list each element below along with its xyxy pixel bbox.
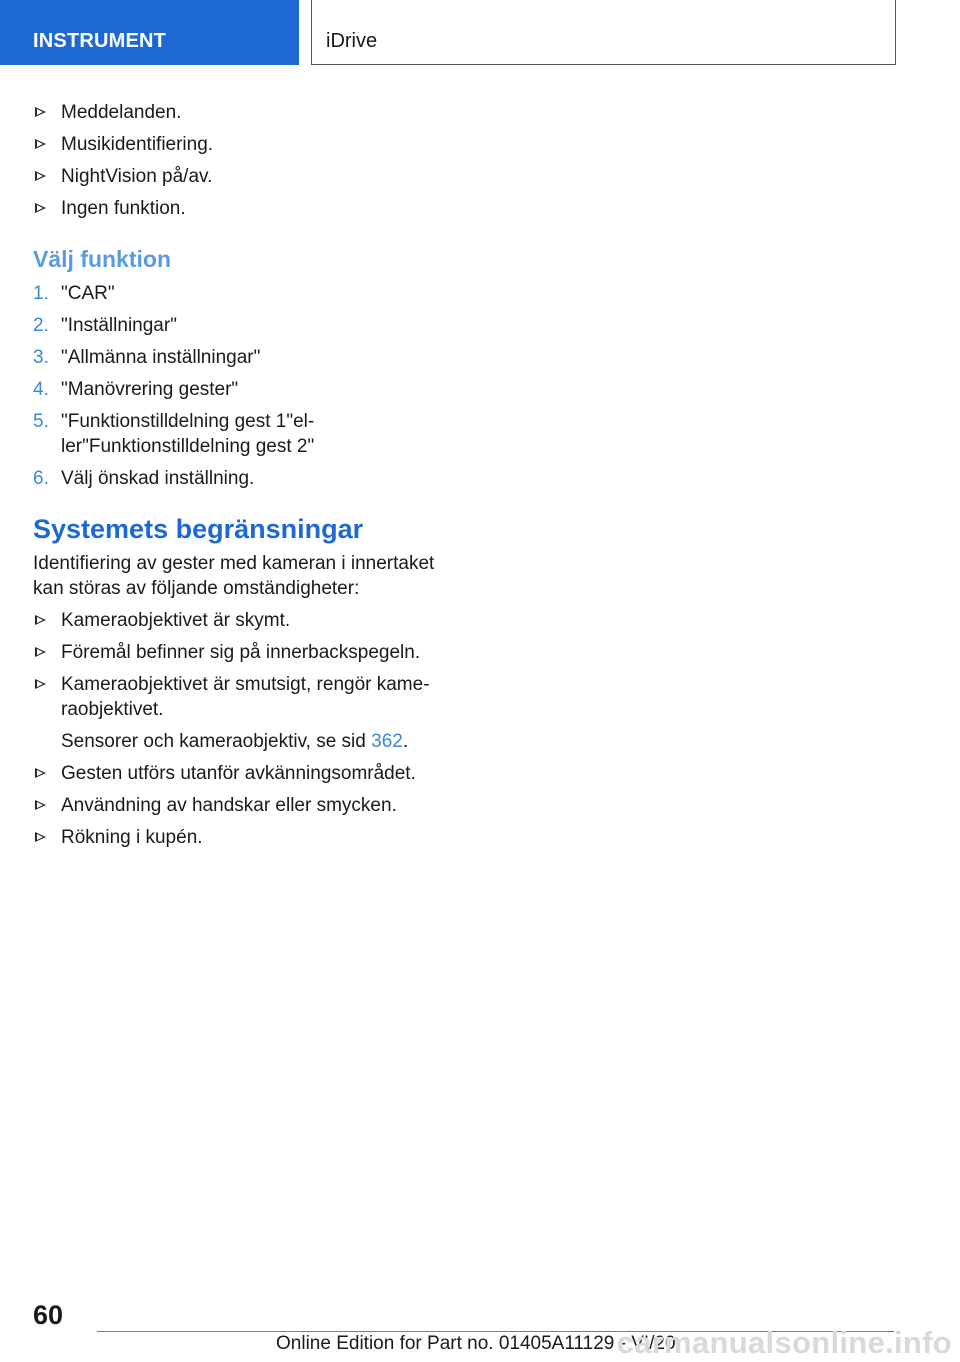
watermark: carmanualsonline.info	[616, 1325, 952, 1360]
step-item: 1. "CAR"	[33, 283, 115, 304]
step-item: 4. "Manövrering gester"	[33, 379, 239, 400]
chapter-title: iDrive	[326, 30, 378, 52]
triangle-bullet-icon	[35, 107, 46, 117]
limits-intro: Identifiering av gester med kameran i innertaket kan störas av följande omständigheter:	[33, 553, 435, 599]
list-item: NightVision på/av.	[33, 164, 453, 189]
step-number: 6.	[33, 468, 49, 489]
bullet-list-limits-cont	[33, 761, 453, 850]
triangle-bullet-icon	[35, 139, 46, 149]
step-number: 1.	[33, 283, 49, 304]
section-title: INSTRUMENT	[33, 30, 167, 52]
list-item: Kameraobjektivet är smutsigt, rengör kame‐ raobjektivet.	[33, 672, 441, 722]
step-item: 6. Välj önskad inställning.	[33, 468, 255, 489]
list-item: Rökning i kupén.	[33, 825, 453, 850]
chapter-header	[311, 0, 896, 65]
triangle-bullet-icon	[35, 647, 46, 657]
footer-edition: Online Edition for Part no. 01405A11129 - VI/20	[276, 1333, 676, 1354]
triangle-bullet-icon	[35, 800, 46, 810]
triangle-bullet-icon	[35, 171, 46, 181]
list-item: Föremål befinner sig på innerbackspegeln.	[33, 640, 453, 665]
heading-system-limits: Systemets begränsningar	[33, 514, 364, 544]
section-tab	[0, 0, 299, 65]
triangle-bullet-icon	[35, 615, 46, 625]
step-item: 2. "Inställningar"	[33, 315, 177, 336]
heading-select-function: Välj funktion	[33, 246, 171, 272]
page-number: 60	[33, 1300, 64, 1330]
page-content	[33, 100, 453, 857]
triangle-bullet-icon	[35, 203, 46, 213]
bullet-list-top	[33, 100, 453, 221]
triangle-bullet-icon	[35, 768, 46, 778]
step-number: 4.	[33, 379, 49, 400]
list-item: Ingen funktion.	[33, 196, 453, 221]
step-number: 3.	[33, 347, 49, 368]
list-item: Meddelanden.	[33, 100, 453, 125]
list-item: Musikidentifiering.	[33, 132, 453, 157]
triangle-bullet-icon	[35, 679, 46, 689]
step-number: 2.	[33, 315, 49, 336]
list-item: Användning av handskar eller smycken.	[33, 793, 453, 818]
step-number: 5.	[33, 411, 49, 432]
page-link[interactable]: 362	[371, 731, 403, 752]
step-item: 3. "Allmänna inställningar"	[33, 347, 261, 368]
list-item: Kameraobjektivet är skymt.	[33, 608, 453, 633]
cross-reference-note: Sensorer och kameraobjektiv, se sid 362.	[61, 731, 409, 752]
step-item: 5. "Funktionstilldelning gest 1"el‐ ler"Funktionstilldelning gest 2"	[33, 411, 315, 457]
bullet-list-limits	[33, 608, 453, 722]
triangle-bullet-icon	[35, 832, 46, 842]
list-item: Gesten utförs utanför avkänningsområdet.	[33, 761, 453, 786]
steps-list	[33, 281, 453, 491]
